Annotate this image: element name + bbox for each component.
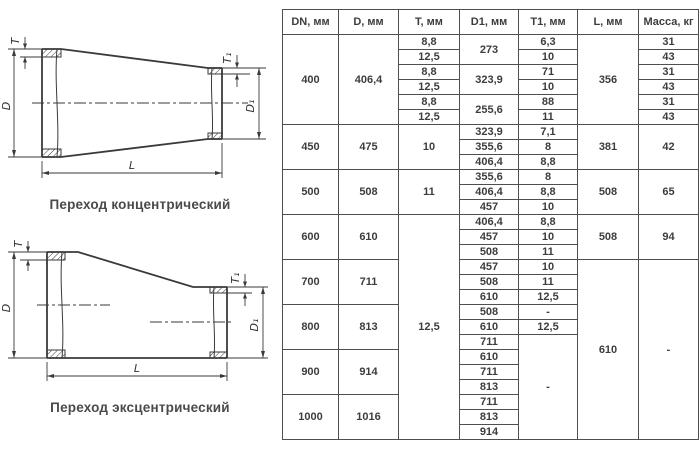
table-cell: 610 [578,260,639,440]
dim-label-t: T [12,240,25,248]
column-header: T1, мм [519,10,578,35]
table-cell: - [519,335,578,440]
table-cell: 42 [639,125,699,170]
table-row [283,125,699,140]
table-cell: 8 [519,140,578,155]
table-cell: 10 [519,200,578,215]
table-cell: 65 [639,170,699,215]
table-cell: 10 [519,260,578,275]
table-cell: 323,9 [460,125,519,140]
table-cell: 610 [339,215,399,260]
table-cell: 700 [283,260,339,305]
centerlines [37,305,234,322]
dim-label-d1: D₁ [248,318,261,332]
table-cell: 43 [639,50,699,65]
table-cell: 508 [339,170,399,215]
table-cell: 508 [460,275,519,290]
table-cell: 12,5 [399,80,460,95]
table-cell: 600 [283,215,339,260]
table-cell: 12,5 [399,215,460,440]
table-cell: 7,1 [519,125,578,140]
table-cell: - [639,260,699,440]
table-cell: 8,8 [399,65,460,80]
table-cell: 900 [283,350,339,395]
table-cell: 10 [519,80,578,95]
table-row [283,35,699,50]
table-cell: 457 [460,230,519,245]
table-cell: 8 [519,170,578,185]
table-header-row [283,10,699,35]
table-cell: 711 [460,365,519,380]
table-cell: 10 [399,125,460,170]
table-cell: 1000 [283,395,339,440]
table-cell: 11 [519,245,578,260]
table-cell: 711 [460,335,519,350]
table-cell: 500 [283,170,339,215]
dim-label-d: D [0,101,13,111]
table-cell: 355,6 [460,170,519,185]
table-cell: 711 [460,395,519,410]
table-row [283,170,699,185]
table-cell: 1016 [339,395,399,440]
table-cell: 800 [283,305,339,350]
table-cell: 12,5 [399,50,460,65]
table-cell: 12,5 [519,320,578,335]
table-cell: 323,9 [460,65,519,95]
table-cell: 610 [460,290,519,305]
table-cell: 406,4 [339,35,399,125]
table-cell: 8,8 [519,155,578,170]
table-cell: 8,8 [399,35,460,50]
dim-label-t1: T₁ [229,272,242,284]
table-row [283,215,699,230]
table-cell: 508 [578,170,639,215]
table-cell: 88 [519,95,578,110]
table-cell: 11 [519,110,578,125]
table-cell: 914 [460,425,519,440]
table-cell: 273 [460,35,519,65]
eccentric-caption: Переход эксцентрический [50,400,230,415]
table-cell: 406,4 [460,185,519,200]
table-cell: 71 [519,65,578,80]
dim-label-d: D [0,303,13,313]
dim-label-l: L [128,159,136,172]
dim-label-t1: T₁ [221,52,234,64]
table-cell: 406,4 [460,155,519,170]
concentric-caption: Переход концентрический [49,197,231,212]
table-cell: 31 [639,35,699,50]
table-cell: 450 [283,125,339,170]
table-cell: 457 [460,260,519,275]
concentric-reducer-drawing [0,20,280,220]
spec-table-body [283,35,699,440]
table-cell: 31 [639,65,699,80]
table-cell: 508 [460,305,519,320]
table-cell: 10 [519,230,578,245]
table-row [283,260,699,275]
table-cell: 381 [578,125,639,170]
table-cell: - [519,305,578,320]
table-cell: 255,6 [460,95,519,125]
table-cell: 356 [578,35,639,125]
table-cell: 475 [339,125,399,170]
table-cell: 12,5 [519,290,578,305]
column-header: D, мм [339,10,399,35]
table-cell: 813 [339,305,399,350]
table-cell: 711 [339,260,399,305]
table-cell: 457 [460,200,519,215]
table-cell: 43 [639,80,699,95]
table-cell: 11 [519,275,578,290]
table-cell: 914 [339,350,399,395]
table-cell: 813 [460,410,519,425]
table-cell: 12,5 [399,110,460,125]
dim-label-d1: D₁ [244,99,257,113]
column-header: Масса, кг [639,10,699,35]
table-cell: 8,8 [399,95,460,110]
table-cell: 610 [460,350,519,365]
table-cell: 508 [460,245,519,260]
column-header: L, мм [578,10,639,35]
table-cell: 400 [283,35,339,125]
table-cell: 406,4 [460,215,519,230]
table-cell: 6,3 [519,35,578,50]
table-cell: 31 [639,95,699,110]
table-cell: 10 [519,50,578,65]
table-cell: 813 [460,380,519,395]
column-header: DN, мм [283,10,339,35]
table-cell: 94 [639,215,699,260]
table-cell: 11 [399,170,460,215]
table-cell: 610 [460,320,519,335]
dimensions-table [282,9,693,440]
table-cell: 8,8 [519,185,578,200]
dim-label-t: T [9,37,22,45]
table-cell: 8,8 [519,215,578,230]
column-header: D1, мм [460,10,519,35]
column-header: T, мм [399,10,460,35]
table-cell: 43 [639,110,699,125]
table-cell: 508 [578,215,639,260]
table-cell: 355,6 [460,140,519,155]
dim-label-l: L [133,362,141,375]
